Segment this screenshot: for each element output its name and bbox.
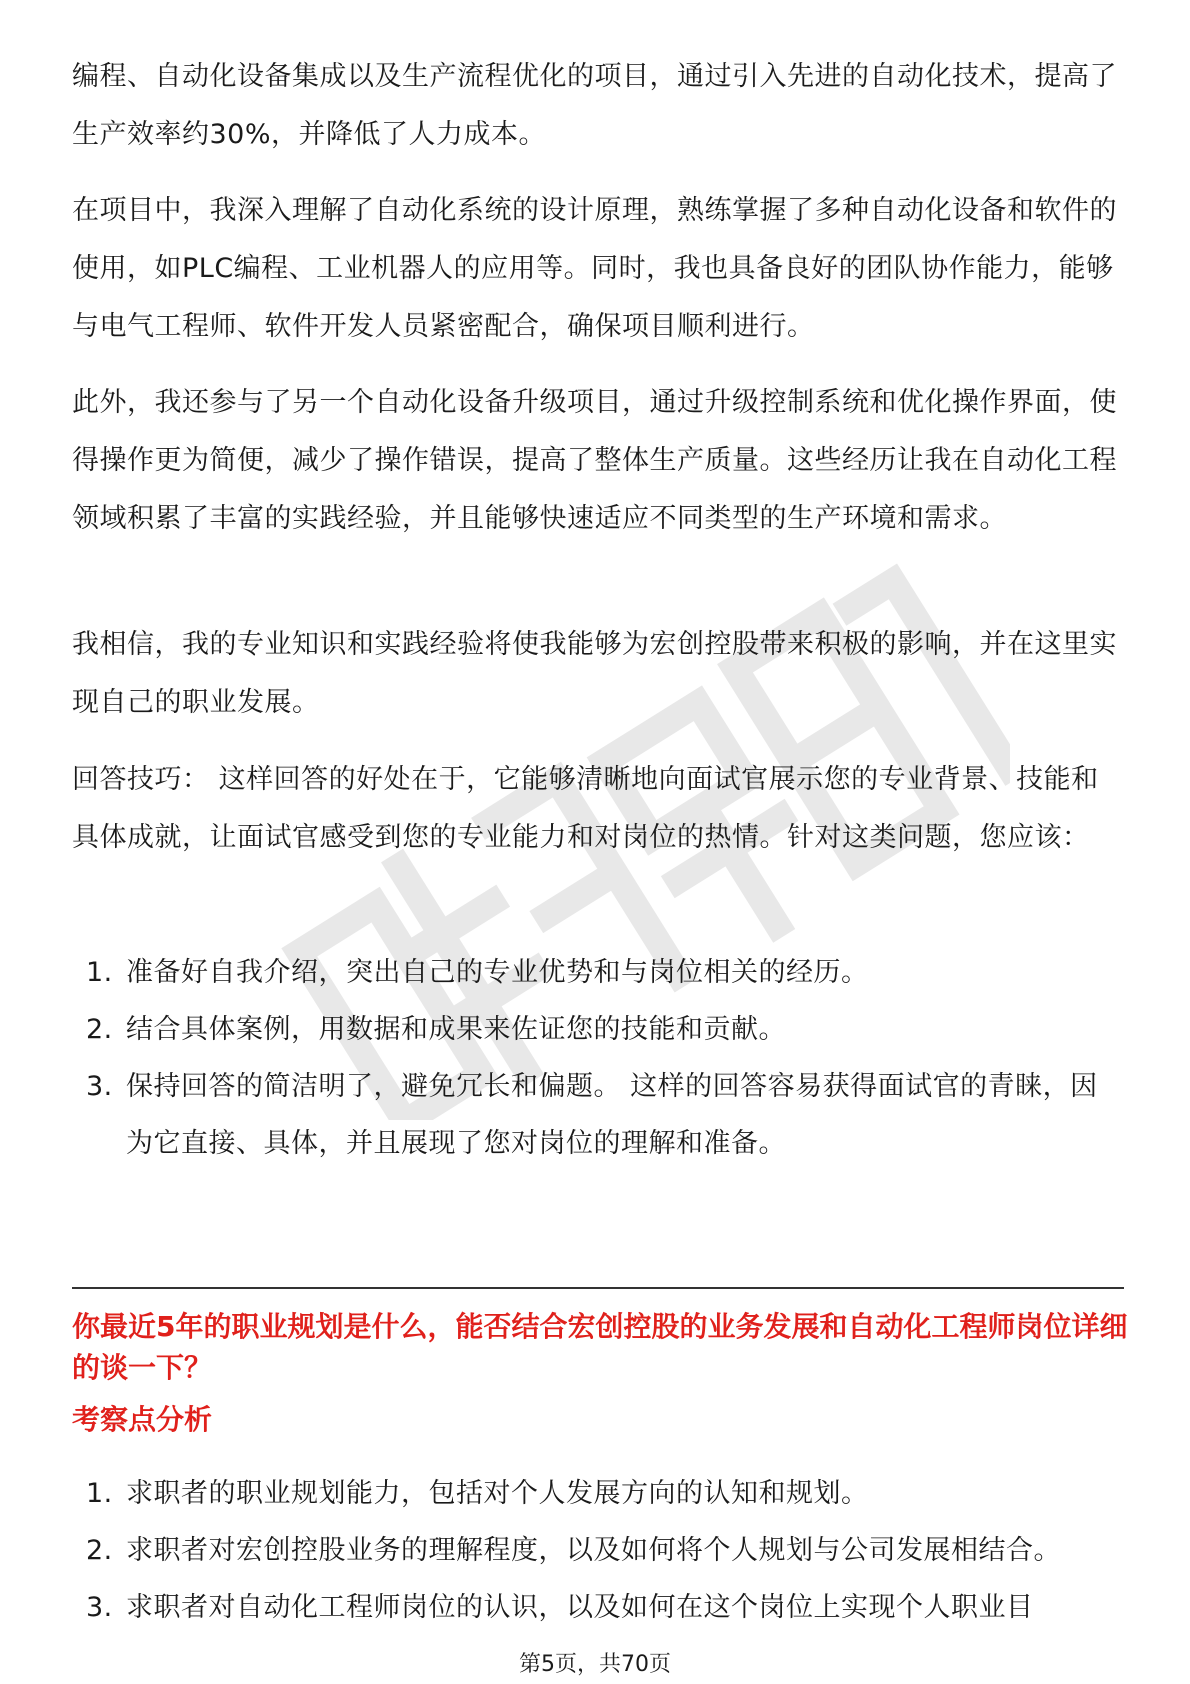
- analysis-list: [72, 1465, 1122, 1636]
- paragraph-upgrade-project: 此外，我还参与了另一个自动化设备升级项目，通过升级控制系统和优化操作界面，使得操作更为简便，减少了操作错误，提高了整体生产质量。这些经历让我在自动化工程领域积累了丰富的实践经验，并且能够快速适应不同类型的生产环境和需求。: [72, 387, 1117, 534]
- list-text: 保持回答的简洁明了，避免冗长和偏题。 这样的回答容易获得面试官的青睐，因为它直接、具体，并且展现了您对岗位的理解和准备。: [126, 1071, 1098, 1159]
- paragraph-answer-tips: 回答技巧： 这样回答的好处在于，它能够清晰地向面试官展示您的专业背景、技能和具体成就，让面试官感受到您的专业能力和对岗位的热情。针对这类问题，您应该：: [72, 764, 1099, 853]
- list-number: 1.: [86, 957, 113, 988]
- list-item: [72, 1579, 1122, 1636]
- list-number: 1.: [86, 1478, 113, 1509]
- list-item: [72, 944, 1122, 1001]
- paragraph-project-summary: 编程、自动化设备集成以及生产流程优化的项目，通过引入先进的自动化技术，提高了生产效率约30%，并降低了人力成本。: [72, 61, 1117, 150]
- list-number: 2.: [86, 1014, 113, 1045]
- section-divider: [72, 1287, 1124, 1289]
- list-number: 3.: [86, 1071, 113, 1102]
- question-heading: 你最近5年的职业规划是什么，能否结合宏创控股的业务发展和自动化工程师岗位详细的谈一下？: [72, 1310, 1128, 1384]
- list-text: 准备好自我介绍，突出自己的专业优势和与岗位相关的经历。: [126, 957, 869, 988]
- list-text: 求职者的职业规划能力，包括对个人发展方向的认知和规划。: [126, 1478, 869, 1509]
- analysis-title: 考察点分析: [72, 1403, 213, 1436]
- paragraph-skills: 在项目中，我深入理解了自动化系统的设计原理，熟练掌握了多种自动化设备和软件的使用，如PLC编程、工业机器人的应用等。同时，我也具备良好的团队协作能力，能够与电气工程师、软件开发人员紧密配合，确保项目顺利进行。: [72, 195, 1117, 342]
- list-item: [72, 1465, 1122, 1522]
- tips-list: [72, 944, 1122, 1172]
- paragraph-conclusion: 我相信，我的专业知识和实践经验将使我能够为宏创控股带来积极的影响，并在这里实现自己的职业发展。: [72, 629, 1117, 718]
- list-text: 结合具体案例，用数据和成果来佐证您的技能和贡献。: [126, 1014, 786, 1045]
- list-item: [72, 1522, 1122, 1579]
- list-item: [72, 1058, 1122, 1172]
- list-text: 求职者对宏创控股业务的理解程度，以及如何将个人规划与公司发展相结合。: [126, 1535, 1061, 1566]
- list-text: 求职者对自动化工程师岗位的认识，以及如何在这个岗位上实现个人职业目: [126, 1592, 1034, 1623]
- list-number: 2.: [86, 1535, 113, 1566]
- page-footer: 第5页，共70页: [519, 1652, 671, 1677]
- list-number: 3.: [86, 1592, 113, 1623]
- list-item: [72, 1001, 1122, 1058]
